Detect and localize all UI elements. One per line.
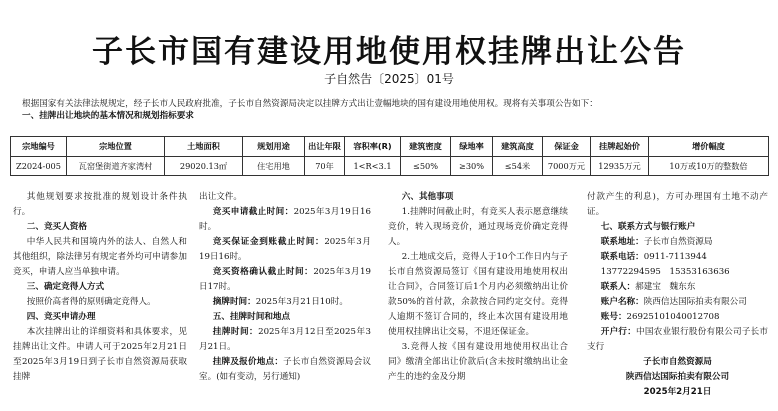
section-4-heading: 四、竞买申请办理: [26, 312, 96, 322]
deadline-apply-value: 2025年3月19日16时。: [199, 207, 371, 232]
table-cell: 瓦窑堡街道齐家湾村: [67, 157, 165, 176]
contact-phone: [587, 250, 768, 265]
table-header-row: [11, 137, 769, 157]
account-name: [587, 295, 768, 310]
contact-address-value: 子长市自然资源局: [643, 237, 713, 247]
table-cell: ≤54米: [493, 157, 543, 176]
listing-place: [199, 355, 371, 385]
table-cell: 29020.13㎡: [165, 157, 243, 176]
contact-person-label: 联系人：: [600, 282, 636, 292]
table-header-cell: 出让年限: [305, 137, 345, 157]
deadline-deposit-value: 2025年3月19日16时。: [199, 237, 371, 262]
other-item-2: 2.土地成交后，竞得人于10个工作日内与子长市自然资源局签订《国有建设用地使用权出让合同》，合同签订后1个月内必须缴纳出让价款50%的首付款，余款按合同约定交付。竞得人逾期不签订合同的，终止本次国有建设用地使用权挂牌出让交易，不退还保证金。: [388, 252, 568, 337]
table-cell: 12935万元: [591, 157, 649, 176]
document-number: 子自然告〔2025〕01号: [324, 72, 454, 86]
deadline-qualification: [199, 265, 371, 295]
contact-address-label: 联系地址：: [600, 237, 644, 247]
table-header-cell: 保证金: [543, 137, 591, 157]
table-cell: 1<R<3.1: [345, 157, 401, 176]
table-header-cell: 宗地位置: [67, 137, 165, 157]
other-item-3-cont: 付款产生的利息)，方可办理国有土地不动产证。: [587, 192, 768, 217]
table-header-cell: 绿地率: [451, 137, 493, 157]
table-cell: 住宅用地: [243, 157, 305, 176]
text-column-3: [388, 190, 568, 385]
section-5-heading: 五、挂牌时间和地点: [212, 312, 291, 322]
table-cell: 10万或10万的整数倍: [649, 157, 769, 176]
section-2-heading: 二、竞买人资格: [26, 222, 87, 232]
account-number-label: 账号：: [600, 312, 627, 322]
table-header-cell: 土地面积: [165, 137, 243, 157]
contact-person-value: 郝建宝 魏东东: [635, 282, 696, 292]
text-column-2: [199, 190, 371, 385]
table-header-cell: 增价幅度: [649, 137, 769, 157]
section-7-heading: 七、联系方式与银行账户: [600, 222, 696, 232]
intro-paragraph: 根据国家有关法律法规规定，经子长市人民政府批准，子长市自然资源局决定以挂牌方式出让壹幅地块的国有建设用地使用权。现将有关事项公告如下：: [22, 99, 598, 109]
section-3-heading: 三、确定竞得人方式: [26, 282, 105, 292]
listing-time-value: 2025年3月12日至2025年3月21日。: [199, 327, 371, 352]
deadline-deposit: [199, 235, 371, 265]
table-header-cell: 宗地编号: [11, 137, 67, 157]
table-cell: ≥30%: [451, 157, 493, 176]
table-header-cell: 容积率(R): [345, 137, 401, 157]
bank-name-label: 开户行：: [600, 327, 637, 337]
contact-phone-mobile: 13772294595 15353163636: [600, 267, 730, 277]
deadline-qualification-label: 竞买资格确认截止时间：: [212, 267, 314, 277]
table-cell: Z2024-005: [11, 157, 67, 176]
contact-address: [587, 235, 768, 250]
announcement-date: 2025年2月21日: [643, 387, 712, 397]
signature-auction-company: 陕西信达国际拍卖有限公司: [625, 372, 730, 382]
other-item-1: 1.挂牌时间截止时，有竞买人表示愿意继续竞价，转入现场竞价，通过现场竞价确定竞得人。: [388, 207, 568, 247]
section-6-heading: 六、其他事项: [401, 192, 454, 202]
listing-time-label: 挂牌时间：: [212, 327, 259, 337]
table-header-cell: 建筑高度: [493, 137, 543, 157]
table-row: [11, 157, 769, 176]
deadline-apply-label: 竞买申请截止时间：: [212, 207, 294, 217]
table-cell: ≤50%: [401, 157, 451, 176]
listing-place-label: 挂牌及报价地点：: [212, 357, 284, 367]
delisting-time: [199, 295, 371, 310]
listing-place-value: 子长市自然资源局会议室。(如有变动，另行通知): [199, 357, 371, 382]
application-text-cont: 出让文件。: [199, 192, 242, 202]
contact-person: [587, 280, 768, 295]
listing-time: [199, 325, 371, 355]
account-name-label: 账户名称：: [600, 297, 644, 307]
deadline-apply: [199, 205, 371, 235]
section-1-heading: 一、挂牌出让地块的基本情况和规划指标要求: [22, 111, 194, 121]
text-column-1: [13, 190, 187, 385]
delisting-time-value: 2025年3月21日10时。: [255, 297, 348, 307]
table-cell: 70年: [305, 157, 345, 176]
delisting-time-label: 摘牌时间：: [212, 297, 256, 307]
other-item-3: 3.竞得人按《国有建设用地使用权出让合同》缴清全部出让价款后(含未按时缴纳出让金产生的违约金及分期: [388, 342, 568, 382]
bank-name-value: 中国农业银行股份有限公司子长市支行: [587, 327, 768, 352]
table-header-cell: 挂牌起始价: [591, 137, 649, 157]
account-name-value: 陕西信达国际拍卖有限公司: [643, 297, 747, 307]
account-number: [587, 310, 768, 325]
page-title: 子长市国有建设用地使用权挂牌出让公告: [92, 34, 686, 70]
parcel-info-table: [10, 136, 769, 176]
table-cell: 7000万元: [543, 157, 591, 176]
table-header-cell: 建筑密度: [401, 137, 451, 157]
planning-note: 其他规划要求按批准的规划设计条件执行。: [13, 192, 187, 217]
application-text: 本次挂牌出让的详细资料和具体要求，见挂牌出让文件。申请人可于2025年2月21日至2025年3月19日到子长市自然资源局获取挂牌: [13, 327, 187, 382]
account-number-value: 26925101040012708: [626, 312, 720, 322]
table-header-cell: 规划用途: [243, 137, 305, 157]
winner-method-text: 按照价高者得的原则确定竞得人。: [26, 297, 156, 307]
bidder-qualification-text: 中华人民共和国境内外的法人、自然人和其他组织，除法律另有规定者外均可申请参加竞买，申请人应当单独申请。: [13, 237, 187, 277]
text-column-4: [587, 190, 768, 400]
contact-phone-value: 0911-7113944: [643, 252, 707, 262]
bank-name: [587, 325, 768, 355]
deadline-qualification-value: 2025年3月19日17时。: [199, 267, 371, 292]
deadline-deposit-label: 竞买保证金到账截止时间：: [212, 237, 325, 247]
signature-bureau: 子长市自然资源局: [643, 357, 712, 367]
contact-phone-label: 联系电话：: [600, 252, 644, 262]
